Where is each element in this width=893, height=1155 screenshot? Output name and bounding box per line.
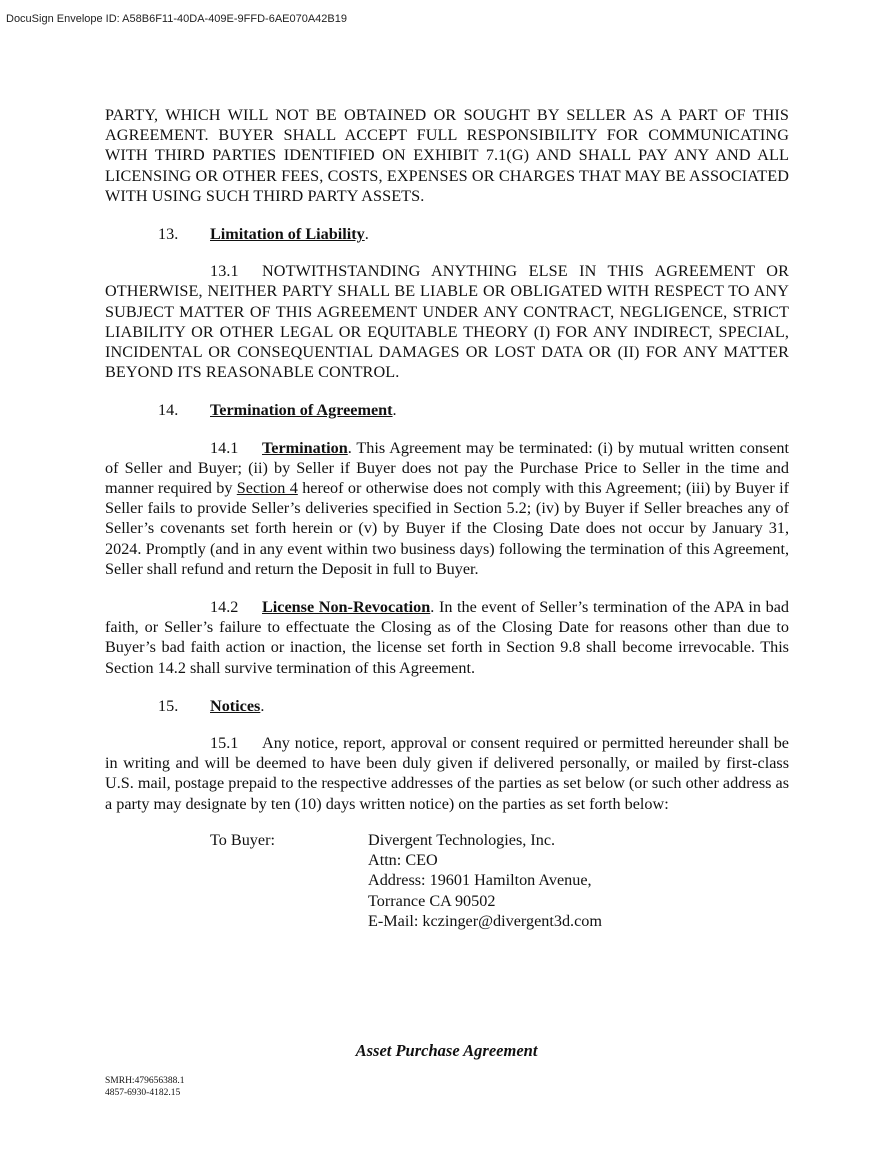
buyer-company: Divergent Technologies, Inc. (368, 830, 556, 849)
section-15-heading: 15. Notices. (105, 696, 789, 716)
section-13-1-number: 13.1 (210, 262, 239, 281)
buyer-city: Torrance CA 90502 (368, 891, 496, 910)
section-13-heading: 13. Limitation of Liability. (105, 224, 789, 244)
section-4-reference: Section 4 (236, 479, 298, 498)
section-14-2-number: 14.2 (210, 598, 239, 617)
buyer-label: To Buyer: (210, 830, 275, 849)
section-15-1-paragraph (105, 733, 789, 814)
section-15-1-number: 15.1 (210, 734, 239, 753)
buyer-address-block (105, 830, 789, 930)
section-13-title: Limitation of Liability (210, 225, 365, 244)
section-15-title: Notices (210, 696, 261, 715)
section-14-1-text-a: . This Agreement may be terminated: (i) by mutual written consent of Seller and Buyer; (ii) by Seller if Buyer does not pay the Purchase Price to Seller in the time and manner required by (105, 438, 789, 498)
section-13-number: 13. (158, 225, 179, 244)
section-14-2-title: License Non-Revocation (262, 598, 431, 617)
footer-id-number: 4857-6930-4182.15 (105, 1088, 181, 1098)
footer-id-smrh: SMRH:479656388.1 (105, 1076, 185, 1086)
docusign-envelope-id: DocuSign Envelope ID: A58B6F11-40DA-409E-9FFD-6AE070A42B19 (6, 13, 347, 25)
document-body (105, 105, 789, 930)
footer-document-ids (105, 1075, 184, 1099)
section-14-1-title: Termination (262, 438, 348, 457)
section-14-number: 14. (158, 401, 179, 420)
buyer-attention: Attn: CEO (368, 851, 438, 870)
section-14-1-text-b: hereof or otherwise does not comply with this Agreement; (iii) by Buyer if Seller fails to provide Seller’s deliveries specified in Section 5.2; (iv) by Buyer if Seller breaches any of Seller’s covenants set forth herein or (v) by Buyer if the Closing Date does not occur by January 31, 2024. Promptly (and in any event within two business days) following the termination of this Agreement, Seller shall refund and return the Deposit in full to Buyer. (105, 479, 789, 578)
section-14-2-paragraph (105, 597, 789, 678)
section-14-2-text: . In the event of Seller’s termination of the APA in bad faith, or Seller’s failure to effectuate the Closing as of the Closing Date for reasons other than due to Buyer’s bad faith action or inaction, the license set forth in Section 9.8 shall become irrevocable. This Section 14.2 shall survive termination of this Agreement. (105, 598, 789, 677)
section-13-1-text: NOTWITHSTANDING ANYTHING ELSE IN THIS AGREEMENT OR OTHERWISE, NEITHER PARTY SHALL BE LIABLE OR OBLIGATED WITH RESPECT TO ANY SUBJECT MATTER OF THIS AGREEMENT UNDER ANY CONTRACT, NEGLIGENCE, STRICT LIABILITY OR OTHER LEGAL OR EQUITABLE THEORY (I) FOR ANY INDIRECT, SPECIAL, INCIDENTAL OR CONSEQUENTIAL DAMAGES OR LOST DATA OR (II) FOR ANY MATTER BEYOND ITS REASONABLE CONTROL. (105, 262, 789, 382)
section-14-1-number: 14.1 (210, 438, 239, 457)
buyer-email: E-Mail: kczinger@divergent3d.com (368, 911, 602, 930)
section-14-heading: 14. Termination of Agreement. (105, 400, 789, 420)
buyer-street-address: Address: 19601 Hamilton Avenue, (368, 871, 592, 890)
footer-title: Asset Purchase Agreement (355, 1041, 538, 1060)
section-14-1-paragraph (105, 438, 789, 579)
section-14-title: Termination of Agreement (210, 401, 393, 420)
intro-paragraph: PARTY, WHICH WILL NOT BE OBTAINED OR SOUGHT BY SELLER AS A PART OF THIS AGREEMENT. BUYER SHALL ACCEPT FULL RESPONSIBILITY FOR COMMUNICATING WITH THIRD PARTIES IDENTIFIED ON EXHIBIT 7.1(G) AND SHALL PAY ANY AND ALL LICENSING OR OTHER FEES, COSTS, EXPENSES OR CHARGES THAT MAY BE ASSOCIATED WITH USING SUCH THIRD PARTY ASSETS. (105, 106, 789, 205)
buyer-address-lines (368, 830, 602, 931)
section-13-1-paragraph (105, 261, 789, 382)
section-15-number: 15. (158, 696, 179, 715)
section-15-1-text: Any notice, report, approval or consent required or permitted hereunder shall be in writing and will be deemed to have been duly given if delivered personally, or mailed by first-class U.S. mail, postage prepaid to the respective addresses of the parties as set below (or such other address as a party may designate by ten (10) days written notice) on the parties as set forth below: (105, 734, 789, 813)
